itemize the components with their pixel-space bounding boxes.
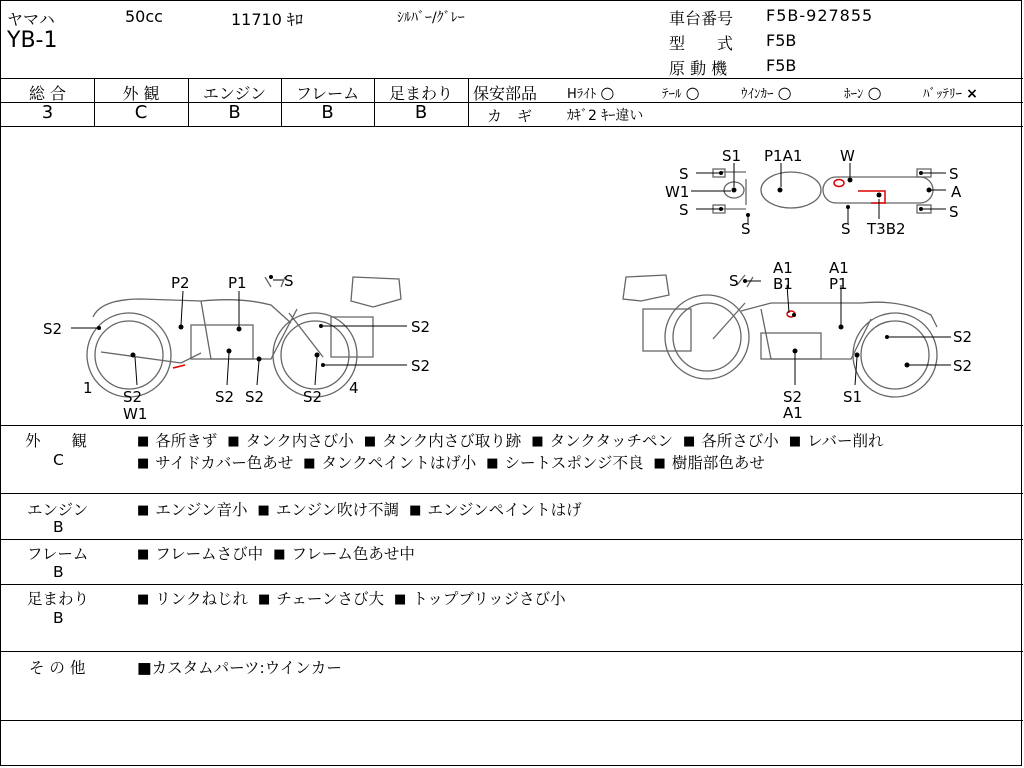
score-label-exterior: 外 観 [122, 84, 160, 103]
remark-line-exterior-1: ■ 各所きず■ タンク内さび小■ タンク内さび取り跡■ タンクタッチペン■ 各所さび小■ レバー削れ [137, 429, 894, 451]
engine-label: 原 動 機 [669, 59, 728, 78]
label-top-s-b2: S [841, 220, 851, 238]
label-right-s2-2: S2 [953, 357, 973, 375]
remark-other-text: ■カスタムパーツ:ウインカー [137, 659, 342, 677]
remark-line-engine: ■ エンジン音小■ エンジン吹け不調■ エンジンペイントはげ [137, 498, 592, 520]
label-right-p1: P1 [829, 275, 848, 293]
label-right-s2-1: S2 [953, 328, 973, 346]
label-top-s1: S1 [722, 147, 742, 165]
label-top-w1: W1 [665, 183, 690, 201]
label-right-a1-1: A1 [773, 259, 793, 277]
label-left-s2-fork: S2 [411, 318, 431, 336]
frame-no-label: 車台番号 [669, 9, 734, 28]
label-top-w: W [840, 147, 855, 165]
maker: ヤマハ [7, 10, 55, 29]
safety-battery: ﾊﾞｯﾃﾘｰ × [923, 86, 978, 102]
label-left-s2-muffler: S2 [123, 388, 143, 406]
score-value-suspension: B [414, 102, 428, 123]
score-label-frame: フレーム [295, 84, 360, 103]
key-label: カ ギ [487, 107, 533, 125]
label-left-s2-engine: S2 [215, 388, 235, 406]
type-label: 型 式 [669, 34, 734, 53]
safety-horn: ﾎｰﾝ ○ [844, 83, 882, 102]
score-label-suspension: 足まわり [388, 84, 453, 103]
label-left-s2-wheel: S2 [303, 388, 323, 406]
remark-label-engine: エンジン [27, 501, 89, 519]
label-top-p1a1: P1A1 [764, 147, 803, 165]
remark-label-frame: フレーム [27, 545, 89, 563]
label-right-s: S [729, 272, 739, 290]
label-left-4: 4 [349, 379, 359, 397]
label-left-p2: P2 [171, 274, 190, 292]
score-value-total: 3 [41, 102, 54, 123]
right-side-motorcycle [623, 275, 937, 397]
score-label-engine: エンジン [202, 84, 267, 103]
frame-no: F5B-927855 [766, 6, 874, 25]
type-value: F5B [766, 31, 797, 50]
label-top-s-r2: S [949, 203, 959, 221]
score-value-engine: B [228, 102, 241, 123]
label-left-s: S [284, 272, 294, 290]
label-left-p1: P1 [228, 274, 247, 292]
label-left-1: 1 [83, 379, 93, 397]
remark-grade-frame: B [53, 563, 64, 581]
label-left-s2-front: S2 [411, 357, 431, 375]
safety-title: 保安部品 [473, 84, 538, 103]
label-top-t3b2: T3B2 [867, 220, 906, 238]
label-left-w1: W1 [123, 405, 148, 423]
label-left-s2-step: S2 [245, 388, 265, 406]
label-right-s1: S1 [843, 388, 863, 406]
color: ｼﾙﾊﾞｰ/ｸﾞﾚｰ [397, 10, 465, 26]
label-top-a: A [951, 183, 962, 201]
remark-grade-suspension: B [53, 609, 64, 627]
model-name: YB-1 [7, 28, 58, 53]
label-top-s-l1: S [679, 165, 689, 183]
remark-line-suspension: ■ リンクねじれ■ チェーンさび大■ トップブリッジさび小 [137, 587, 576, 609]
label-right-a1-3: A1 [783, 404, 803, 422]
safety-headlight: Hﾗｲﾄ ○ [567, 83, 615, 102]
key-value: ｶｷﾞ2 ｷｰ違い [567, 108, 644, 124]
score-value-exterior: C [134, 102, 148, 123]
label-top-s-r1: S [949, 165, 959, 183]
mileage: 11710 ｷﾛ [231, 10, 303, 29]
remark-grade-engine: B [53, 518, 64, 536]
top-view-motorcycle [713, 169, 933, 213]
remark-label-other: そ の 他 [29, 659, 86, 677]
remark-line-frame: ■ フレームさび中■ フレーム色あせ中 [137, 542, 425, 564]
score-label-total: 総 合 [28, 84, 67, 103]
safety-tail: ﾃｰﾙ ○ [662, 83, 700, 102]
label-left-s2-rear: S2 [43, 320, 63, 338]
safety-winker: ｳｲﾝｶｰ ○ [741, 83, 792, 102]
remark-label-exterior: 外 観 [25, 432, 88, 450]
label-top-s-b1: S [741, 220, 751, 238]
remark-line-exterior-2: ■ サイドカバー色あせ■ タンクペイントはげ小■ シートスポンジ不良■ 樹脂部色あせ [137, 451, 775, 473]
label-right-s2-3: S2 [783, 388, 803, 406]
remark-grade-exterior: C [53, 451, 64, 469]
remark-label-suspension: 足まわり [27, 590, 90, 608]
damage-diagram [1, 127, 1023, 425]
label-top-s-l2: S [679, 201, 689, 219]
displacement: 50cc [125, 7, 163, 26]
label-right-b1: B1 [773, 275, 793, 293]
engine-value: F5B [766, 56, 797, 75]
label-right-a1-2: A1 [829, 259, 849, 277]
score-value-frame: B [321, 102, 334, 123]
